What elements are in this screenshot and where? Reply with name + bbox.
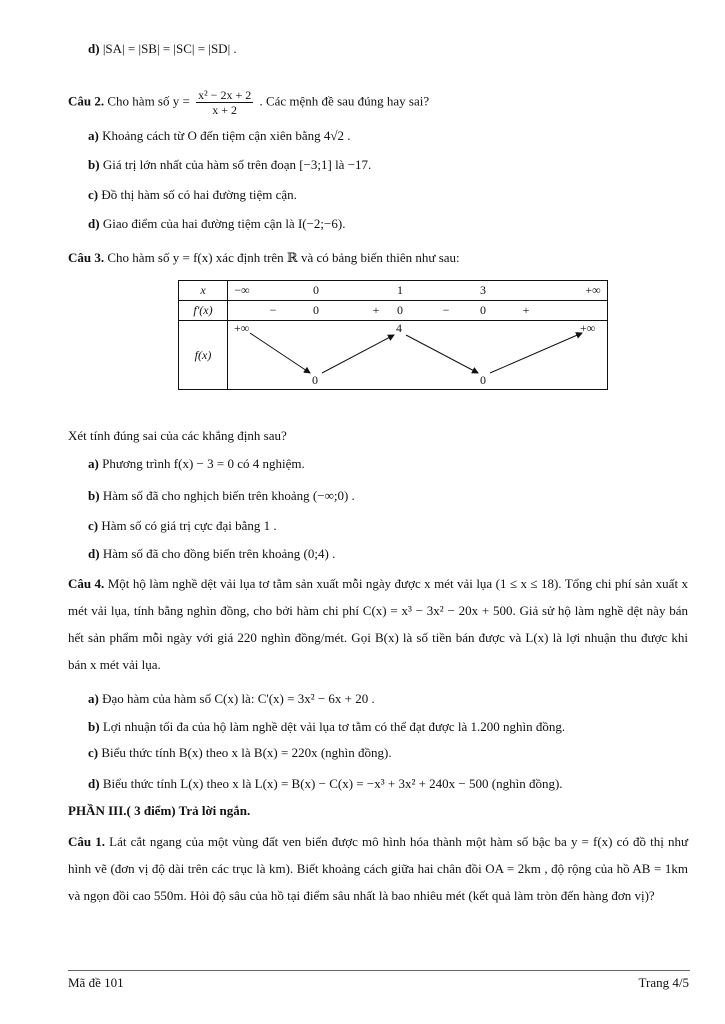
question-body: Lát cắt ngang của một vùng đất ven biển được mô hình hóa thành một hàm số bậc ba y = f(x) có đồ thị như hình vẽ (đơn vị độ dài trên các trục là km). Biết khoảng cách giữa hai chân đồi OA = 2km , độ rộng của hồ AB = 1km và ngọn đồi cao 550m. Hỏi độ sâu của hồ tại điểm sâu nhất là bao nhiêu mét (kết quả làm tròn đến hàng đơn vị)? [68,834,689,903]
sign-value: 0 [480,303,486,317]
option-label: b) [88,157,100,172]
question-intro: Cho hàm số y = [107,93,190,109]
sign-value: + [522,303,530,317]
f-value: +∞ [580,321,596,335]
x-value: 3 [480,283,486,297]
q4-option-c [88,744,392,762]
option-text: Đạo hàm của hàm số C(x) là: C'(x) = 3x² − 6x + 20 . [102,691,375,706]
x-value: 1 [397,283,403,297]
footer-divider [68,970,690,971]
x-row [228,281,607,300]
exam-code: Mã đề 101 [68,975,124,990]
f-value: 4 [396,321,402,335]
q1-option-d [88,40,237,58]
q3-prompt: Xét tính đúng sai của các khẳng định sau? [68,428,287,443]
f-value: 0 [312,373,318,387]
option-label: c) [88,745,99,760]
option-text: Phương trình f(x) − 3 = 0 có 4 nghiệm. [102,456,305,471]
decrease-arrow [406,335,478,373]
option-label: a) [88,691,99,706]
q3-option-b [88,487,355,505]
question-label: Câu 4. [68,576,105,591]
option-label: d) [88,216,100,231]
option-text: Biểu thức tính B(x) theo x là B(x) = 220x (nghìn đồng). [101,745,392,760]
fraction-denominator: x + 2 [212,103,238,117]
option-text: Khoảng cách từ O đến tiệm cận xiên bằng 4√2 . [102,128,351,143]
option-text: Giá trị lớn nhất của hàm số trên đoạn [−3;1] là −17. [102,157,372,172]
option-text: |SA| = |SB| = |SC| = |SD| . [102,41,237,56]
question-label: Câu 2. [68,93,105,109]
q4-option-b [88,718,565,736]
sign-value: 0 [397,303,403,317]
q2-option-c [88,186,297,204]
option-label: d) [88,41,100,56]
x-value: 0 [313,283,319,297]
option-text: Biểu thức tính L(x) theo x là L(x) = B(x) − C(x) = −x³ + 3x² + 240x − 500 (nghìn đồng). [102,776,563,791]
variation-arrows [228,321,608,389]
function-fraction [196,88,253,117]
option-label: c) [88,187,99,202]
derivative-header: f'(x) [179,301,228,321]
function-header: f(x) [179,321,228,390]
section-title: PHẦN III.( 3 điểm) Trả lời ngắn. [68,803,251,818]
q3-option-c [88,517,277,535]
q2-stem [68,88,429,117]
sign-value: + [372,303,380,317]
question-label: Câu 1. [68,834,105,849]
option-text: Hàm số đã cho đồng biến trên khoảng (0;4) . [102,546,336,561]
option-label: a) [88,128,99,143]
option-label: b) [88,488,100,503]
option-text: Hàm số có giá trị cực đại bằng 1 . [101,518,277,533]
q2-option-b [88,156,371,174]
part3-title [68,802,250,820]
option-label: c) [88,518,99,533]
q2-option-a [88,127,351,145]
question-body: Một hộ làm nghề dệt vải lụa tơ tằm sản xuất mỗi ngày được x mét vải lụa (1 ≤ x ≤ 18). Tổng chi phí sản xuất x mét vải lụa, tính bằng nghìn đồng, cho bởi hàm chi phí C(x) = x³ − 3x² − 20x + 500. Giả sử hộ làm nghề dệt này bán hết sản phẩm mỗi ngày với giá 220 nghìn đồng/mét. Gọi B(x) là số tiền bán được và L(x) là lợi nhuận thu được khi bán x mét vải lụa. [68,576,688,672]
increase-arrow [490,333,582,373]
q2-option-d [88,215,345,233]
f-value: 0 [480,373,486,387]
function-row [228,321,607,389]
sign-value: − [269,303,277,317]
q3-option-a [88,455,305,473]
option-label: d) [88,546,100,561]
q3-stem [68,249,460,267]
derivative-row [228,301,607,320]
sign-value: − [442,303,450,317]
q4-option-a [88,690,375,708]
option-label: a) [88,456,99,471]
option-label: b) [88,719,100,734]
decrease-arrow [250,333,310,373]
option-text: Đồ thị hàm số có hai đường tiệm cận. [101,187,297,202]
question-intro: Cho hàm số y = f(x) xác định trên ℝ và có bảng biến thiên như sau: [107,250,460,265]
x-header: x [179,281,228,301]
increase-arrow [322,335,394,373]
q4-stem [68,570,688,678]
sign-value: 0 [313,303,319,317]
x-value: +∞ [585,283,601,297]
x-value: −∞ [234,283,250,297]
question-tail: . Các mệnh đề sau đúng hay sai? [259,93,430,109]
q3-option-d [88,545,335,563]
question-label: Câu 3. [68,250,105,265]
option-label: d) [88,776,100,791]
f-value: +∞ [234,321,250,335]
variation-table [178,280,608,390]
part3-q1 [68,828,688,909]
page-number: Trang 4/5 [638,975,689,990]
option-text: Lợi nhuận tối đa của hộ làm nghề dệt vải lụa tơ tằm có thể đạt được là 1.200 nghìn đồng. [102,719,566,734]
q4-option-d [88,775,563,793]
option-text: Hàm số đã cho nghịch biến trên khoảng (−∞;0) . [102,488,355,503]
option-text: Giao điểm của hai đường tiệm cận là I(−2;−6). [102,216,346,231]
fraction-numerator: x² − 2x + 2 [198,88,252,102]
